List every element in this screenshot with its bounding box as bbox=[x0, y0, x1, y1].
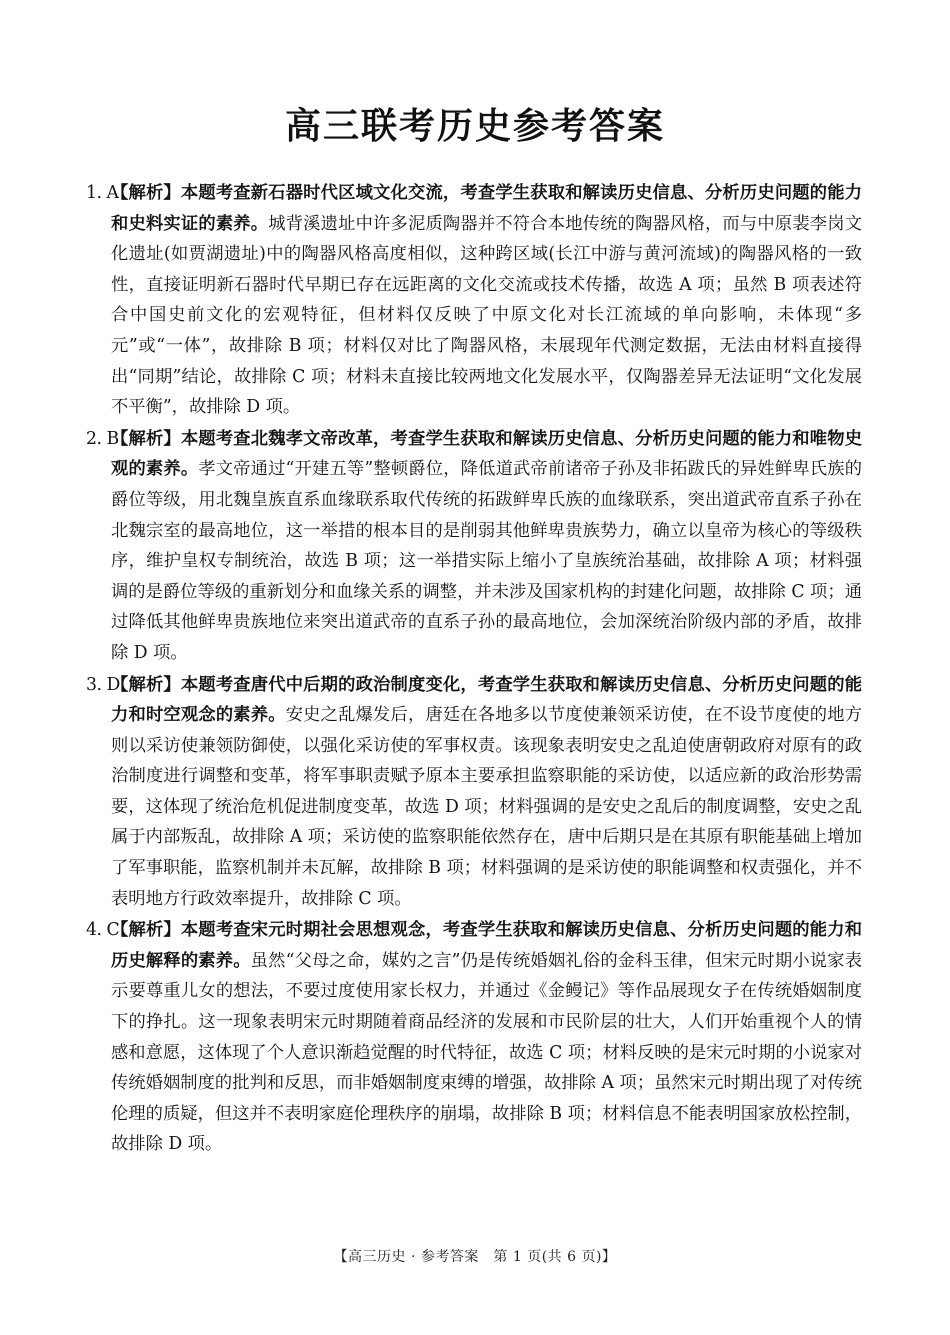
answer-body: 虽然“父母之命，媒妁之言”仍是传统婚姻礼俗的金科玉律，但宋元时期小说家表示要尊重儿女的想法，不要过度使用家长权力，并通过《金鳗记》等作品展现女子在传统婚姻制度下的挣扎。这一现象表明宋元时期随着商品经济的发展和市民阶层的壮大，人们开始重视个人的情感和意愿，这体现了个人意识渐趋觉醒的时代特征，故选 C 项；材料反映的是宋元时期的小说家对传统婚姻制度的批判和反思，而非婚姻制度束缚的增强，故排除 A 项；虽然宋元时期出现了对传统伦理的质疑，但这并不表明家庭伦理秩序的崩塌，故排除 B 项；材料信息不能表明国家放松控制，故排除 D 项。 bbox=[111, 950, 862, 1155]
answer-body: 孝文帝通过“开建五等”整顿爵位，降低道武帝前诸帝子孙及非拓跋氏的异姓鲜卑氏族的爵位等级，用北魏皇族直系血缘联系取代传统的拓跋鲜卑氏族的血缘联系，突出道武帝直系子孙在北魏宗室的最高地位，这一举措的根本目的是削弱其他鲜卑贵族势力，确立以皇帝为核心的等级秩序，维护皇权专制统治，故选 B 项；这一举措实际上缩小了皇族统治基础，故排除 A 项；材料强调的是爵位等级的重新划分和血缘关系的调整，并未涉及国家机构的封建化问题，故排除 C 项；通过降低其他鲜卑贵族地位来突出道武帝的直系子孙的最高地位，会加深统治阶级内部的矛盾，故排除 D 项。 bbox=[111, 459, 862, 663]
analysis-label: 【解析】 bbox=[111, 920, 181, 941]
answer-summary: 本题考查唐代中后期的政治制度变化，考查学生获取和解读历史信息、分析历史问题的能力和时空观念的素养。 bbox=[111, 674, 862, 726]
analysis-label: 【解析】 bbox=[111, 674, 181, 695]
answer-list bbox=[0, 178, 950, 1161]
answer-summary: 本题考查新石器时代区域文化交流，考查学生获取和解读历史信息、分析历史问题的能力和史料实证的素养。 bbox=[111, 183, 862, 234]
analysis-label: 【解析】 bbox=[111, 428, 181, 449]
answer-number: 2. B bbox=[86, 428, 119, 449]
answer-summary: 本题考查宋元时期社会思想观念，考查学生获取和解读历史信息、分析历史问题的能力和历史解释的素养。 bbox=[111, 920, 862, 971]
answer-summary: 本题考查北魏孝文帝改革，考查学生获取和解读历史信息、分析历史问题的能力和唯物史观的素养。 bbox=[111, 428, 862, 480]
answer-item-1 bbox=[0, 178, 950, 423]
analysis-label: 【解析】 bbox=[111, 183, 181, 203]
answer-body: 安史之乱爆发后，唐廷在各地多以节度使兼领采访使，在不设节度使的地方则以采访使兼领防御使，以强化采访使的军事权责。该现象表明安史之乱迫使唐朝政府对原有的政治制度进行调整和变革，将军事职责赋予原本主要承担监察职能的采访使，以适应新的政治形势需要，这体现了统治危机促进制度变革，故选 D 项；材料强调的是安史之乱后的制度调整，安史之乱属于内部叛乱，故排除 A 项；采访使的监察职能依然存在，唐中后期只是在其原有职能基础上增加了军事职能，监察机制并未瓦解，故排除 B 项；材料强调的是采访使的职能调整和权责强化，并不表明地方行政效率提升，故排除 C 项。 bbox=[111, 705, 862, 909]
answer-item-4 bbox=[0, 915, 950, 1160]
answer-body: 城背溪遗址中许多泥质陶器并不符合本地传统的陶器风格，而与中原裴李岗文化遗址(如贾湖遗址)中的陶器风格高度相似，这种跨区域(长江中游与黄河流域)的陶器风格的一致性，直接证明新石器时代早期已存在远距离的文化交流或技术传播，故选 A 项；虽然 B 项表述符合中国史前文化的宏观特征，但材料仅反映了中原文化对长江流域的单向影响，未体现“多元”或“一体”，故排除 B 项；材料仅对比了陶器风格，未展现年代测定数据，无法由材料直接得出“同期”结论，故排除 C 项；材料未直接比较两地文化发展水平，仅陶器差异无法证明“文化发展不平衡”，故排除 D 项。 bbox=[111, 213, 862, 418]
answer-number: 3. D bbox=[86, 674, 120, 695]
page-footer: 【高三历史 · 参考答案 第 1 页(共 6 页)】 bbox=[333, 1249, 617, 1265]
answer-number: 4. C bbox=[86, 920, 120, 941]
answer-item-2 bbox=[0, 424, 950, 669]
answer-number: 1. A bbox=[86, 183, 119, 203]
page-title: 高三联考历史参考答案 bbox=[284, 106, 665, 147]
answer-item-3 bbox=[0, 670, 950, 915]
